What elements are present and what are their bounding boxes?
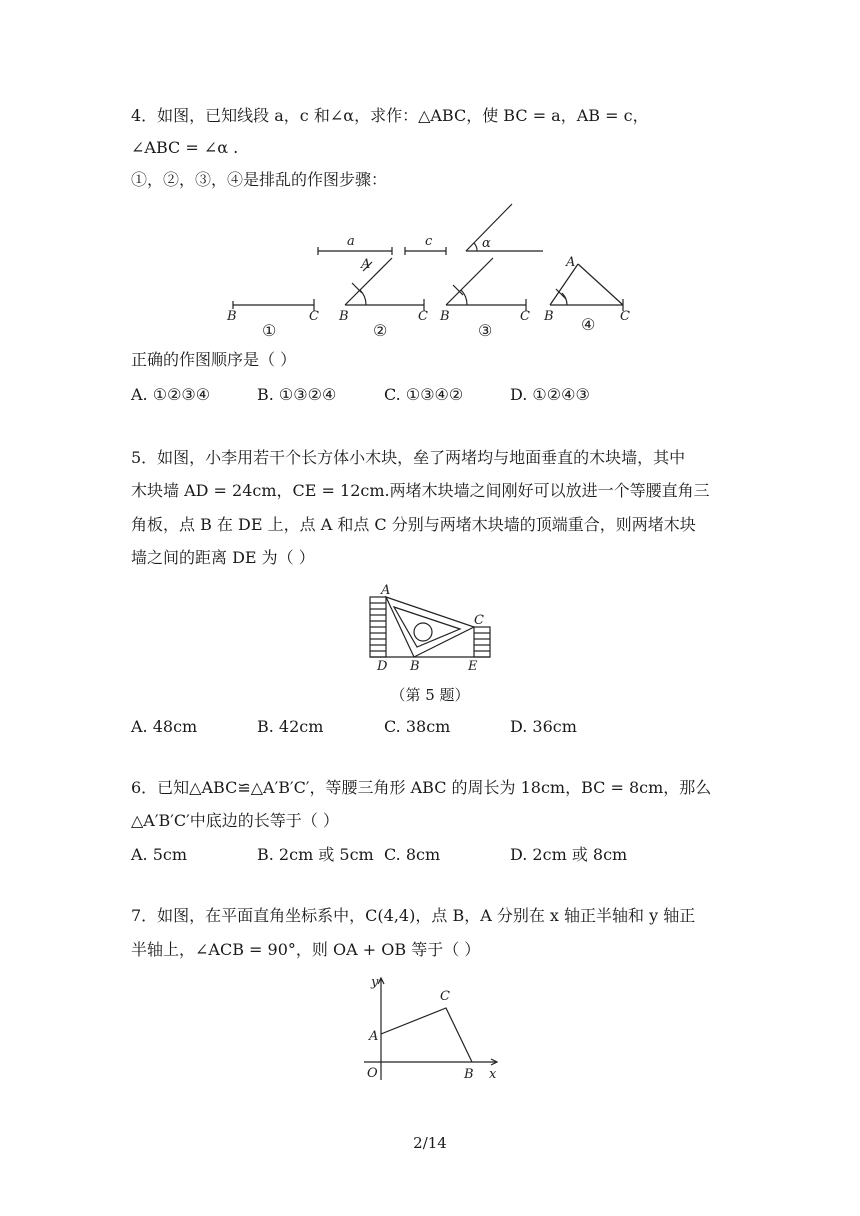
step3-label: ③	[478, 321, 493, 340]
q7-x: x	[489, 1067, 497, 1082]
q6-line2: △A′B′C′中底边的长等于（ ）	[131, 811, 339, 830]
q4-line1: 4．如图，已知线段 a，c 和∠α，求作：△ABC，使 BC = a，AB = c，	[131, 106, 649, 125]
q5-A: A	[381, 583, 391, 598]
q4-option-b[interactable]: B. ①③②④	[257, 385, 337, 404]
q7-y: y	[371, 975, 379, 990]
label-c: c	[425, 234, 433, 249]
q5-D: D	[377, 659, 388, 674]
label-alpha: α	[482, 236, 491, 251]
q5-option-b[interactable]: B. 42cm	[257, 717, 324, 736]
q4-line2: ∠ABC = ∠α .	[131, 138, 239, 157]
step4-label: ④	[581, 315, 596, 334]
q5-E: E	[468, 659, 478, 674]
q4-question: 正确的作图顺序是（ ）	[131, 350, 297, 369]
s2-C: C	[418, 309, 428, 324]
s1-B: B	[227, 309, 237, 324]
q6-option-a[interactable]: A. 5cm	[131, 845, 188, 864]
q5-figure	[0, 580, 860, 675]
q5-line3: 角板，点 B 在 DE 上，点 A 和点 C 分别与两堵木块墙的顶端重合，则两堵木块	[131, 515, 696, 534]
q6-option-c[interactable]: C. 8cm	[384, 845, 441, 864]
s3-C: C	[520, 309, 530, 324]
label-a: a	[347, 234, 355, 249]
q7-B: B	[464, 1067, 474, 1082]
q6-line1: 6．已知△ABC≌△A′B′C′，等腰三角形 ABC 的周长为 18cm，BC = 8cm，那么	[131, 778, 712, 797]
q4-option-a[interactable]: A. ①②③④	[131, 385, 211, 404]
q7-O: O	[367, 1066, 378, 1081]
q4-option-c[interactable]: C. ①③④②	[384, 385, 464, 404]
q5-option-d[interactable]: D. 36cm	[510, 717, 577, 736]
q4-option-d[interactable]: D. ①②④③	[510, 385, 590, 404]
s2-A: A	[361, 257, 371, 272]
q6-option-b[interactable]: B. 2cm 或 5cm	[257, 845, 374, 864]
s4-A: A	[566, 255, 576, 270]
q5-B: B	[410, 659, 420, 674]
s4-C: C	[620, 309, 630, 324]
s1-C: C	[309, 309, 319, 324]
q7-line2: 半轴上，∠ACB = 90°，则 OA + OB 等于（ ）	[131, 940, 481, 959]
step1-label: ①	[262, 321, 277, 340]
q5-line4: 墙之间的距离 DE 为（ ）	[131, 548, 315, 567]
q7-A: A	[369, 1029, 379, 1044]
q5-line2: 木块墙 AD = 24cm，CE = 12cm.两堵木块墙之间刚好可以放进一个等腰直角三	[131, 481, 710, 500]
q7-line1: 7．如图，在平面直角坐标系中，C(4,4)，点 B，A 分别在 x 轴正半轴和 y 轴正	[131, 906, 696, 925]
q4-line3: ①，②，③，④是排乱的作图步骤：	[131, 170, 388, 189]
q5-caption: （第 5 题）	[390, 686, 470, 704]
s4-B: B	[544, 309, 554, 324]
q5-option-a[interactable]: A. 48cm	[131, 717, 198, 736]
q5-line1: 5．如图，小李用若干个长方体小木块，垒了两堵均与地面垂直的木块墙，其中	[131, 448, 686, 467]
s2-B: B	[339, 309, 349, 324]
q5-C: C	[474, 613, 484, 628]
q6-option-d[interactable]: D. 2cm 或 8cm	[510, 845, 628, 864]
page-number: 2/14	[413, 1134, 447, 1152]
q7-C: C	[440, 989, 450, 1004]
q4-figure	[0, 196, 860, 346]
q7-figure	[0, 968, 860, 1088]
s3-B: B	[440, 309, 450, 324]
q5-option-c[interactable]: C. 38cm	[384, 717, 451, 736]
step2-label: ②	[373, 321, 388, 340]
